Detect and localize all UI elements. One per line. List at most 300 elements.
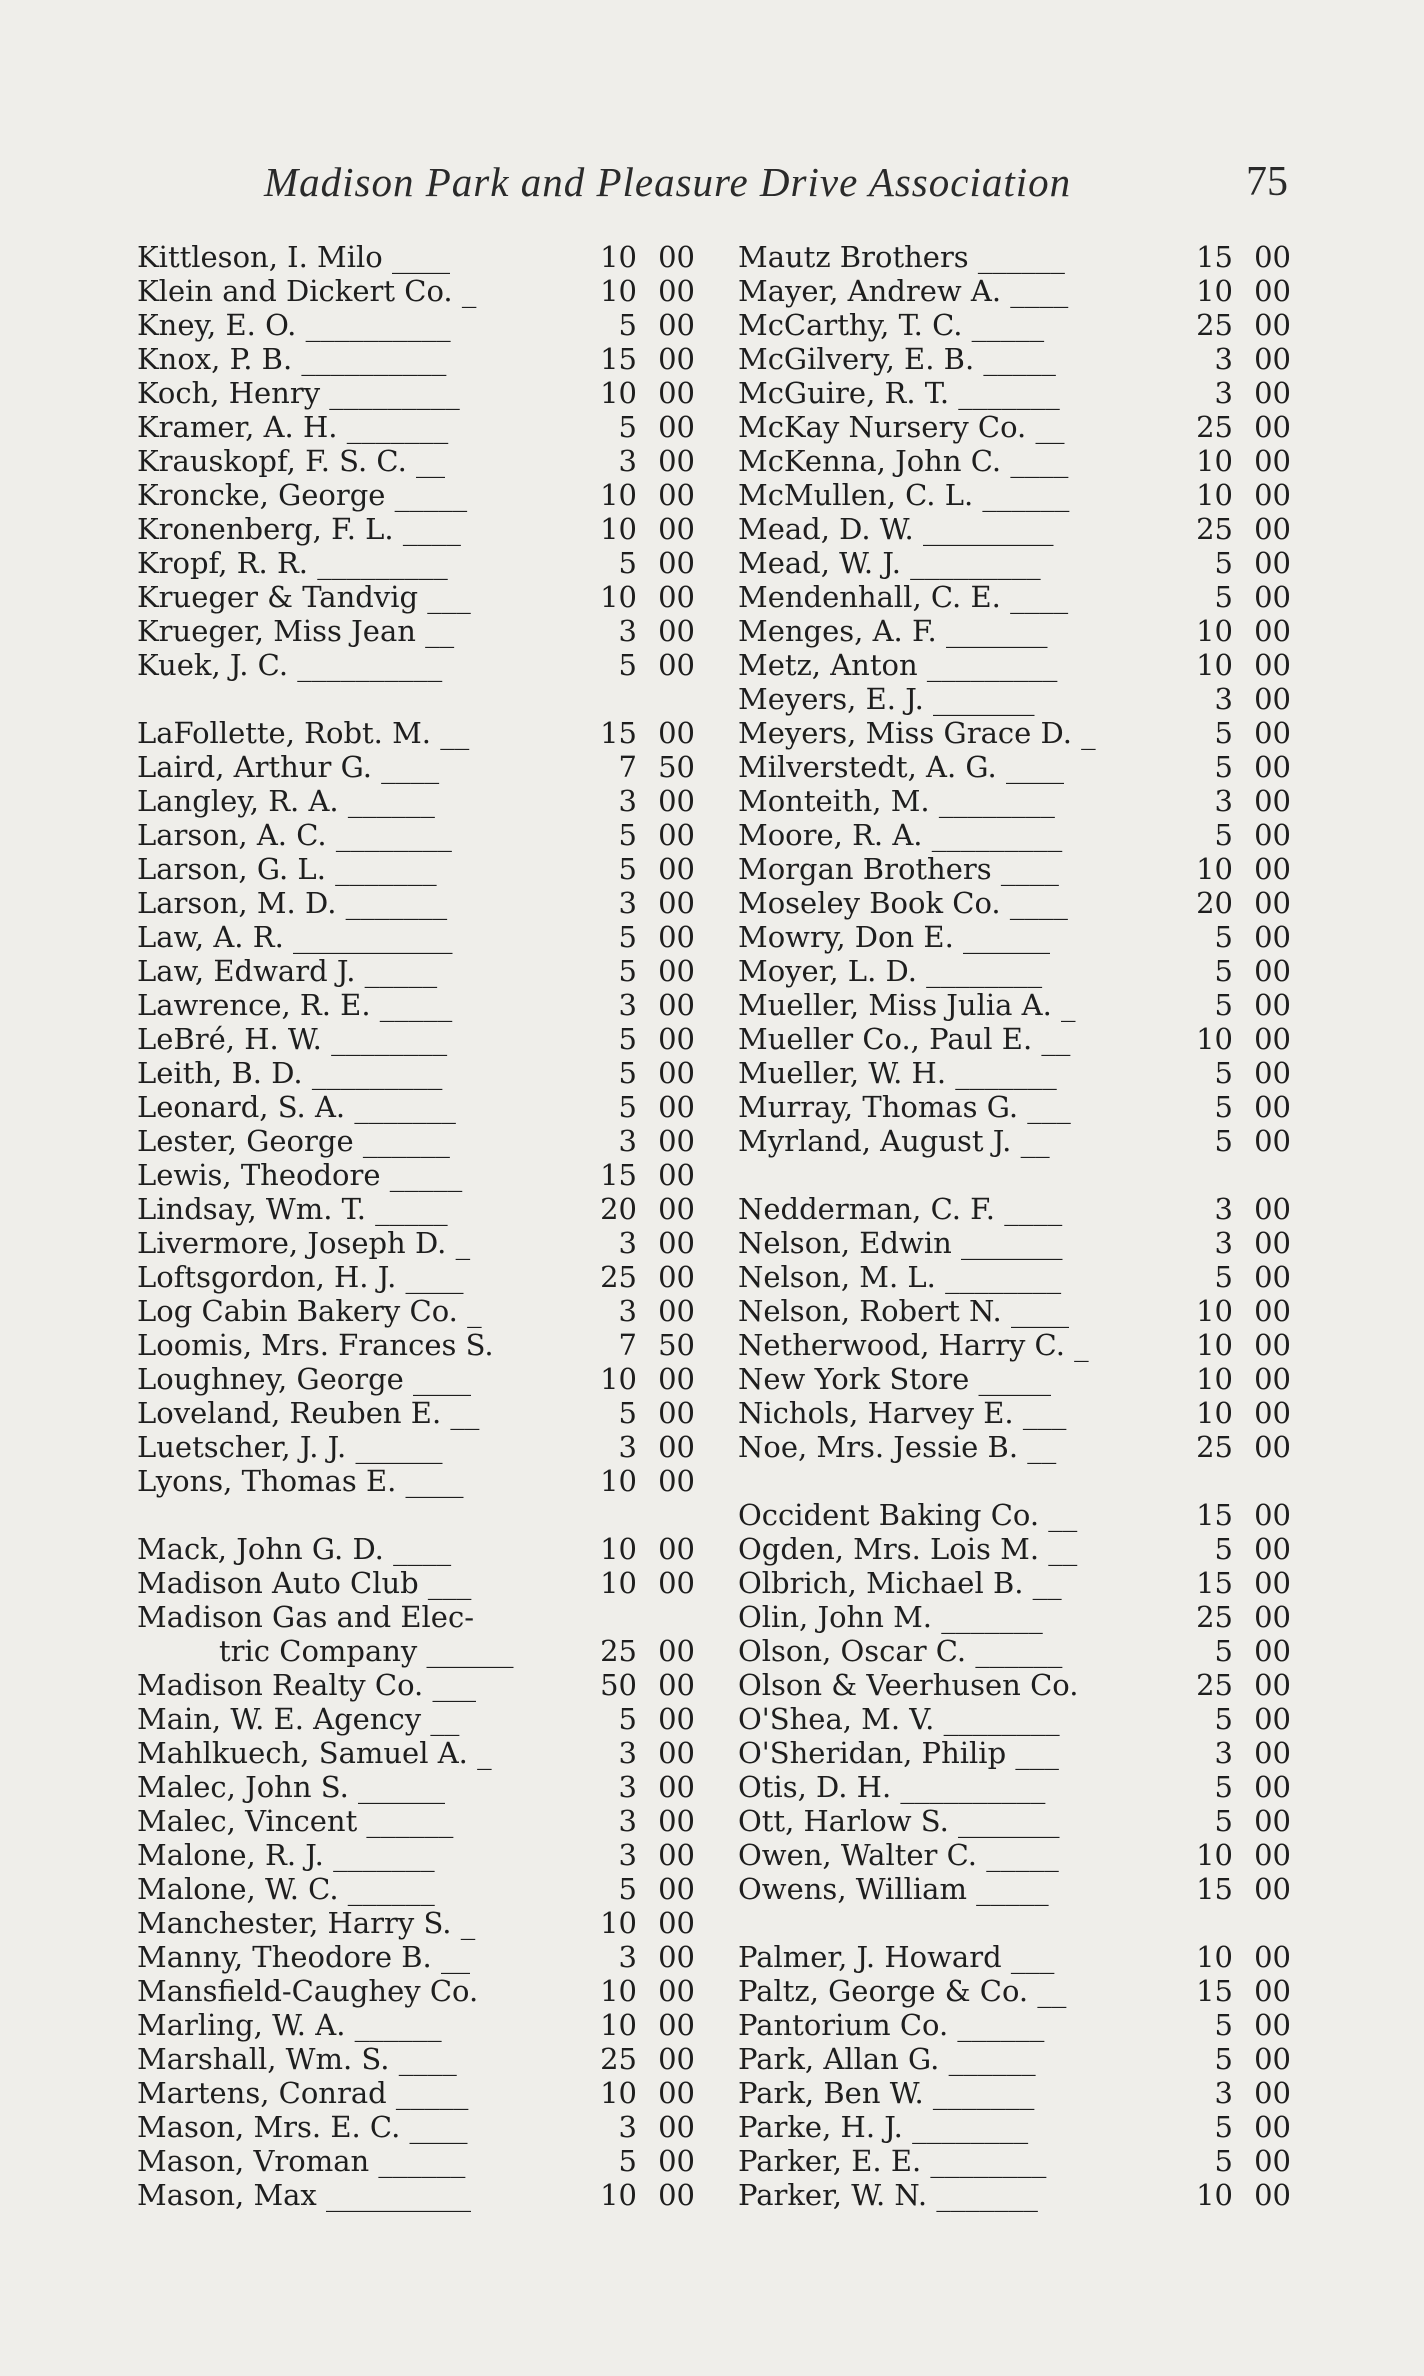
donor-row [738, 1770, 1291, 1804]
amount-cents: 00 [1254, 2008, 1291, 2042]
amount-cents: 00 [658, 2110, 695, 2144]
donor-row [137, 1634, 695, 1668]
amount-dollars: 10 [600, 1906, 637, 1940]
amount-dollars: 3 [618, 1838, 637, 1872]
donor-row [137, 2110, 695, 2144]
amount-dollars: 5 [618, 1056, 637, 1090]
amount-cents: 00 [658, 784, 695, 818]
amount-cents: 00 [1254, 750, 1291, 784]
donor-name: Meyers, Miss Grace D. _ [738, 716, 1096, 750]
amount-cents: 00 [1254, 648, 1291, 682]
donor-name [738, 1906, 1181, 1940]
amount-cents: 00 [658, 1090, 695, 1124]
amount-cents: 00 [658, 580, 695, 614]
donor-name: Mason, Vroman ______ [137, 2144, 466, 2178]
amount-dollars [585, 682, 637, 716]
amount-cents: 00 [1254, 614, 1291, 648]
donor-row [137, 988, 695, 1022]
amount-cents: 00 [1254, 580, 1291, 614]
amount-cents: 00 [658, 1226, 695, 1260]
donor-row [137, 750, 695, 784]
amount-dollars: 10 [600, 1532, 637, 1566]
amount-dollars: 5 [1214, 2144, 1233, 2178]
amount-dollars: 15 [1196, 1974, 1233, 2008]
amount-dollars: 5 [618, 1702, 637, 1736]
amount-dollars [585, 1600, 637, 1634]
donor-name: O'Sheridan, Philip ___ [738, 1736, 1059, 1770]
donor-name: McKenna, John C. ____ [738, 444, 1069, 478]
amount-cents: 00 [658, 1158, 695, 1192]
amount-cents: 00 [1254, 444, 1291, 478]
donor-name [137, 1498, 585, 1532]
amount-cents: 00 [1254, 1430, 1291, 1464]
donor-row [738, 1362, 1291, 1396]
amount-cents: 50 [658, 1328, 695, 1362]
donor-name: Krueger & Tandvig ___ [137, 580, 471, 614]
donor-name: Nichols, Harvey E. ___ [738, 1396, 1067, 1430]
page-number: 75 [1246, 159, 1288, 205]
amount-dollars: 3 [1214, 682, 1233, 716]
amount-cents: 00 [658, 1124, 695, 1158]
donor-row [738, 1328, 1291, 1362]
donor-name: Pantorium Co. ______ [738, 2008, 1045, 2042]
donor-row [137, 342, 695, 376]
amount-dollars: 3 [1214, 1192, 1233, 1226]
amount-dollars: 5 [618, 648, 637, 682]
donor-row [738, 614, 1291, 648]
amount-dollars: 20 [1196, 886, 1233, 920]
donor-name: Owen, Walter C. _____ [738, 1838, 1059, 1872]
amount-dollars: 10 [600, 1464, 637, 1498]
donor-row [738, 1192, 1291, 1226]
amount-dollars: 5 [1214, 546, 1233, 580]
donor-row [137, 1260, 695, 1294]
amount-cents: 00 [1254, 410, 1291, 444]
donor-name: McCarthy, T. C. _____ [738, 308, 1045, 342]
amount-cents: 50 [658, 750, 695, 784]
amount-dollars [585, 1498, 637, 1532]
donor-name: Menges, A. F. _______ [738, 614, 1048, 648]
donor-row [738, 2178, 1291, 2212]
amount-dollars: 25 [1196, 512, 1233, 546]
donor-name: Murray, Thomas G. ___ [738, 1090, 1071, 1124]
amount-dollars: 10 [600, 2076, 637, 2110]
amount-cents [1233, 1906, 1291, 1940]
amount-dollars: 5 [1214, 1702, 1233, 1736]
amount-dollars: 3 [1214, 1736, 1233, 1770]
amount-cents: 00 [658, 648, 695, 682]
donor-row [137, 2076, 695, 2110]
donor-row [137, 410, 695, 444]
amount-dollars: 5 [618, 954, 637, 988]
amount-cents: 00 [1254, 886, 1291, 920]
donor-name: Marshall, Wm. S. ____ [137, 2042, 457, 2076]
donor-row [137, 1566, 695, 1600]
donor-row [137, 444, 695, 478]
amount-dollars: 10 [600, 2008, 637, 2042]
amount-cents: 00 [1254, 784, 1291, 818]
donor-name: Mautz Brothers ______ [738, 240, 1065, 274]
donor-name: Palmer, J. Howard ___ [738, 1940, 1055, 1974]
donor-row [137, 1192, 695, 1226]
donor-name: Nelson, M. L. ________ [738, 1260, 1062, 1294]
amount-dollars: 3 [618, 784, 637, 818]
amount-dollars: 5 [1214, 1634, 1233, 1668]
amount-cents: 00 [658, 1770, 695, 1804]
amount-dollars: 5 [618, 818, 637, 852]
donor-name: New York Store _____ [738, 1362, 1052, 1396]
donor-row [738, 410, 1291, 444]
amount-dollars: 3 [618, 1804, 637, 1838]
amount-cents: 00 [658, 1464, 695, 1498]
donor-name: Lester, George ______ [137, 1124, 450, 1158]
amount-dollars: 10 [600, 2178, 637, 2212]
donor-name: Moore, R. A. _________ [738, 818, 1063, 852]
donor-name: Park, Ben W. _______ [738, 2076, 1035, 2110]
donor-name: Parke, H. J. ________ [738, 2110, 1029, 2144]
amount-dollars: 7 [618, 1328, 637, 1362]
donor-name: Marling, W. A. ______ [137, 2008, 442, 2042]
donor-name: Olson, Oscar C. ______ [738, 1634, 1063, 1668]
amount-cents: 00 [658, 716, 695, 750]
donor-name: Livermore, Joseph D. _ [137, 1226, 471, 1260]
donor-name: Loveland, Reuben E. __ [137, 1396, 480, 1430]
amount-cents: 00 [658, 852, 695, 886]
amount-dollars: 10 [600, 1974, 637, 2008]
donor-row [738, 240, 1291, 274]
amount-dollars [1181, 1906, 1233, 1940]
amount-cents: 00 [658, 2144, 695, 2178]
donor-row [137, 2178, 695, 2212]
amount-dollars: 25 [1196, 1430, 1233, 1464]
amount-dollars: 5 [618, 2144, 637, 2178]
donor-row [137, 376, 695, 410]
amount-dollars: 10 [1196, 852, 1233, 886]
donor-name: Mueller Co., Paul E. __ [738, 1022, 1071, 1056]
donor-row [738, 1974, 1291, 2008]
donor-row [738, 818, 1291, 852]
amount-cents: 00 [1254, 1974, 1291, 2008]
amount-dollars: 25 [1196, 308, 1233, 342]
donor-name: Myrland, August J. __ [738, 1124, 1050, 1158]
donor-row [738, 1498, 1291, 1532]
amount-cents: 00 [1254, 988, 1291, 1022]
amount-cents: 00 [1254, 308, 1291, 342]
donor-name: Malec, John S. ______ [137, 1770, 446, 1804]
amount-cents: 00 [658, 1838, 695, 1872]
amount-dollars: 5 [1214, 716, 1233, 750]
amount-cents: 00 [1254, 1362, 1291, 1396]
amount-dollars: 5 [618, 308, 637, 342]
donor-name: Knox, P. B. __________ [137, 342, 447, 376]
donor-row [137, 1600, 695, 1634]
right-column [738, 240, 1291, 2212]
amount-dollars: 5 [1214, 1260, 1233, 1294]
donor-name: Lyons, Thomas E. ____ [137, 1464, 464, 1498]
amount-dollars: 10 [600, 376, 637, 410]
donor-name: Kronenberg, F. L. ____ [137, 512, 461, 546]
amount-cents: 00 [658, 478, 695, 512]
donor-name: Manny, Theodore B. __ [137, 1940, 470, 1974]
amount-dollars: 50 [600, 1668, 637, 1702]
donor-name: Lawrence, R. E. _____ [137, 988, 453, 1022]
amount-dollars: 25 [1196, 1600, 1233, 1634]
donor-row [137, 852, 695, 886]
amount-cents: 00 [1254, 1838, 1291, 1872]
amount-dollars: 3 [618, 1226, 637, 1260]
donor-row [738, 1430, 1291, 1464]
donor-name: Kroncke, George _____ [137, 478, 468, 512]
donor-row [738, 1634, 1291, 1668]
donor-name: Leith, B. D. _________ [137, 1056, 443, 1090]
donor-row [137, 954, 695, 988]
amount-cents: 00 [658, 1022, 695, 1056]
amount-dollars: 5 [618, 1090, 637, 1124]
donor-name: McMullen, C. L. ______ [738, 478, 1070, 512]
donor-row [137, 1532, 695, 1566]
amount-dollars: 5 [618, 410, 637, 444]
amount-dollars [1181, 1464, 1233, 1498]
amount-cents: 00 [658, 2178, 695, 2212]
amount-dollars: 3 [618, 2110, 637, 2144]
amount-dollars: 7 [618, 750, 637, 784]
amount-cents: 00 [658, 1532, 695, 1566]
donor-row [137, 1736, 695, 1770]
donor-row [738, 2042, 1291, 2076]
amount-dollars: 5 [1214, 1124, 1233, 1158]
amount-dollars: 3 [1214, 342, 1233, 376]
donor-name: Larson, G. L. _______ [137, 852, 437, 886]
donor-name: O'Shea, M. V. ________ [738, 1702, 1060, 1736]
donor-name: Mead, W. J. _________ [738, 546, 1041, 580]
amount-cents: 00 [658, 1974, 695, 2008]
donor-row [738, 1158, 1291, 1192]
donor-row [738, 1736, 1291, 1770]
amount-dollars: 10 [1196, 648, 1233, 682]
amount-cents: 00 [1254, 682, 1291, 716]
donor-row [137, 512, 695, 546]
donor-row [738, 1294, 1291, 1328]
donor-row [137, 1158, 695, 1192]
donor-name: Mayer, Andrew A. ____ [738, 274, 1069, 308]
amount-cents: 00 [1254, 920, 1291, 954]
amount-cents: 00 [1254, 2110, 1291, 2144]
amount-dollars: 5 [1214, 2008, 1233, 2042]
donor-name: Metz, Anton _________ [738, 648, 1058, 682]
amount-cents: 00 [1254, 1260, 1291, 1294]
donor-row [738, 2144, 1291, 2178]
amount-dollars: 15 [1196, 1498, 1233, 1532]
amount-dollars: 5 [618, 852, 637, 886]
donor-name: Occident Baking Co. __ [738, 1498, 1078, 1532]
amount-cents: 00 [658, 444, 695, 478]
donor-name: Kittleson, I. Milo ____ [137, 240, 450, 274]
amount-cents: 00 [658, 886, 695, 920]
donor-row [137, 2008, 695, 2042]
donor-name: Nedderman, C. F. ____ [738, 1192, 1063, 1226]
amount-cents: 00 [658, 818, 695, 852]
amount-cents: 00 [1254, 1294, 1291, 1328]
donor-row [738, 988, 1291, 1022]
amount-cents [1233, 1464, 1291, 1498]
donor-name: Meyers, E. J. _______ [738, 682, 1035, 716]
amount-cents: 00 [658, 1396, 695, 1430]
amount-cents: 00 [658, 376, 695, 410]
donor-row [738, 1532, 1291, 1566]
amount-dollars: 3 [618, 1430, 637, 1464]
amount-dollars: 10 [600, 240, 637, 274]
amount-cents: 00 [658, 1940, 695, 1974]
donor-name: McKay Nursery Co. __ [738, 410, 1065, 444]
donor-row [738, 1056, 1291, 1090]
donor-name: Lindsay, Wm. T. _____ [137, 1192, 448, 1226]
donor-name: Mead, D. W. _________ [738, 512, 1054, 546]
amount-dollars: 10 [600, 274, 637, 308]
donor-name: Koch, Henry _________ [137, 376, 460, 410]
donor-name: Klein and Dickert Co. _ [137, 274, 477, 308]
donor-row [738, 1226, 1291, 1260]
amount-cents: 00 [658, 1736, 695, 1770]
donor-row [137, 1464, 695, 1498]
donor-row [137, 1396, 695, 1430]
amount-cents: 00 [658, 512, 695, 546]
amount-dollars: 10 [1196, 1328, 1233, 1362]
donor-name: Log Cabin Bakery Co. _ [137, 1294, 482, 1328]
amount-cents: 00 [658, 1906, 695, 1940]
donor-row [738, 444, 1291, 478]
donor-row [738, 682, 1291, 716]
amount-dollars: 3 [1214, 784, 1233, 818]
amount-dollars: 15 [1196, 1872, 1233, 1906]
donor-row [738, 750, 1291, 784]
donor-row [738, 852, 1291, 886]
amount-cents: 00 [658, 1430, 695, 1464]
amount-dollars: 25 [600, 2042, 637, 2076]
amount-cents: 00 [658, 1294, 695, 1328]
amount-dollars: 25 [1196, 410, 1233, 444]
amount-cents: 00 [1254, 1396, 1291, 1430]
amount-cents: 00 [1254, 1668, 1291, 1702]
donor-row [738, 1838, 1291, 1872]
amount-cents: 00 [658, 274, 695, 308]
amount-cents: 00 [1254, 1600, 1291, 1634]
amount-cents: 00 [658, 2076, 695, 2110]
donor-row [738, 954, 1291, 988]
amount-cents: 00 [1254, 1702, 1291, 1736]
amount-cents: 00 [658, 308, 695, 342]
donor-row [738, 1124, 1291, 1158]
donor-name: Larson, M. D. _______ [137, 886, 448, 920]
amount-dollars: 10 [600, 512, 637, 546]
amount-dollars: 5 [1214, 750, 1233, 784]
donor-name: Kuek, J. C. __________ [137, 648, 443, 682]
donor-name: Loomis, Mrs. Frances S. [137, 1328, 494, 1362]
amount-dollars: 3 [618, 1294, 637, 1328]
amount-dollars: 5 [1214, 1770, 1233, 1804]
donor-row [137, 1872, 695, 1906]
amount-dollars: 3 [618, 1736, 637, 1770]
amount-dollars: 3 [618, 988, 637, 1022]
donor-name: Larson, A. C. ________ [137, 818, 452, 852]
donor-name: Law, Edward J. _____ [137, 954, 438, 988]
amount-dollars: 3 [618, 1770, 637, 1804]
donor-row [738, 1260, 1291, 1294]
donor-row [738, 1600, 1291, 1634]
amount-cents [637, 1498, 695, 1532]
amount-cents: 00 [1254, 2076, 1291, 2110]
donor-name [738, 1158, 1181, 1192]
running-title: Madison Park and Pleasure Drive Association [264, 159, 1072, 205]
donor-row [738, 308, 1291, 342]
donor-row [137, 1226, 695, 1260]
amount-cents [1233, 1158, 1291, 1192]
amount-dollars: 15 [1196, 1566, 1233, 1600]
donor-row [738, 546, 1291, 580]
donor-name: Noe, Mrs. Jessie B. __ [738, 1430, 1057, 1464]
donor-row [738, 886, 1291, 920]
amount-dollars: 10 [1196, 444, 1233, 478]
donor-name: Luetscher, J. J. ______ [137, 1430, 443, 1464]
amount-cents: 00 [658, 1362, 695, 1396]
donor-name: Leonard, S. A. _______ [137, 1090, 456, 1124]
amount-cents: 00 [1254, 1940, 1291, 1974]
donor-row [137, 818, 695, 852]
donor-name: LeBré, H. W. ________ [137, 1022, 448, 1056]
donor-row [738, 1566, 1291, 1600]
amount-dollars: 5 [1214, 580, 1233, 614]
donor-name: Krueger, Miss Jean __ [137, 614, 455, 648]
amount-cents: 00 [1254, 546, 1291, 580]
donor-row [738, 1906, 1291, 1940]
amount-cents: 00 [658, 546, 695, 580]
donor-name: Netherwood, Harry C. _ [738, 1328, 1089, 1362]
amount-cents: 00 [1254, 852, 1291, 886]
donor-name: Laird, Arthur G. ____ [137, 750, 440, 784]
amount-cents: 00 [1254, 2042, 1291, 2076]
amount-cents: 00 [658, 1566, 695, 1600]
donor-name: Otis, D. H. __________ [738, 1770, 1046, 1804]
donor-name [738, 1464, 1181, 1498]
amount-cents: 00 [1254, 1804, 1291, 1838]
amount-dollars: 5 [1214, 920, 1233, 954]
amount-cents: 00 [658, 1872, 695, 1906]
amount-cents: 00 [1254, 274, 1291, 308]
donor-row [137, 1974, 695, 2008]
amount-cents: 00 [1254, 1498, 1291, 1532]
amount-dollars: 10 [600, 478, 637, 512]
amount-dollars: 10 [1196, 478, 1233, 512]
amount-dollars: 10 [600, 1362, 637, 1396]
donor-row [137, 716, 695, 750]
donor-name: Mason, Max __________ [137, 2178, 471, 2212]
donor-name: McGilvery, E. B. _____ [738, 342, 1056, 376]
donor-name: Kramer, A. H. _______ [137, 410, 449, 444]
donor-row [137, 886, 695, 920]
donor-name: Malone, W. C. ______ [137, 1872, 435, 1906]
donor-row [738, 784, 1291, 818]
amount-cents: 00 [1254, 1226, 1291, 1260]
amount-dollars: 3 [618, 444, 637, 478]
amount-cents [637, 682, 695, 716]
donor-name: Nelson, Edwin _______ [738, 1226, 1063, 1260]
amount-dollars: 5 [1214, 1056, 1233, 1090]
donor-row [137, 682, 695, 716]
amount-dollars: 3 [618, 1124, 637, 1158]
donor-name: Madison Realty Co. ___ [137, 1668, 476, 1702]
donor-name: Parker, W. N. _______ [738, 2178, 1038, 2212]
amount-cents: 00 [1254, 954, 1291, 988]
donor-row [738, 1668, 1291, 1702]
